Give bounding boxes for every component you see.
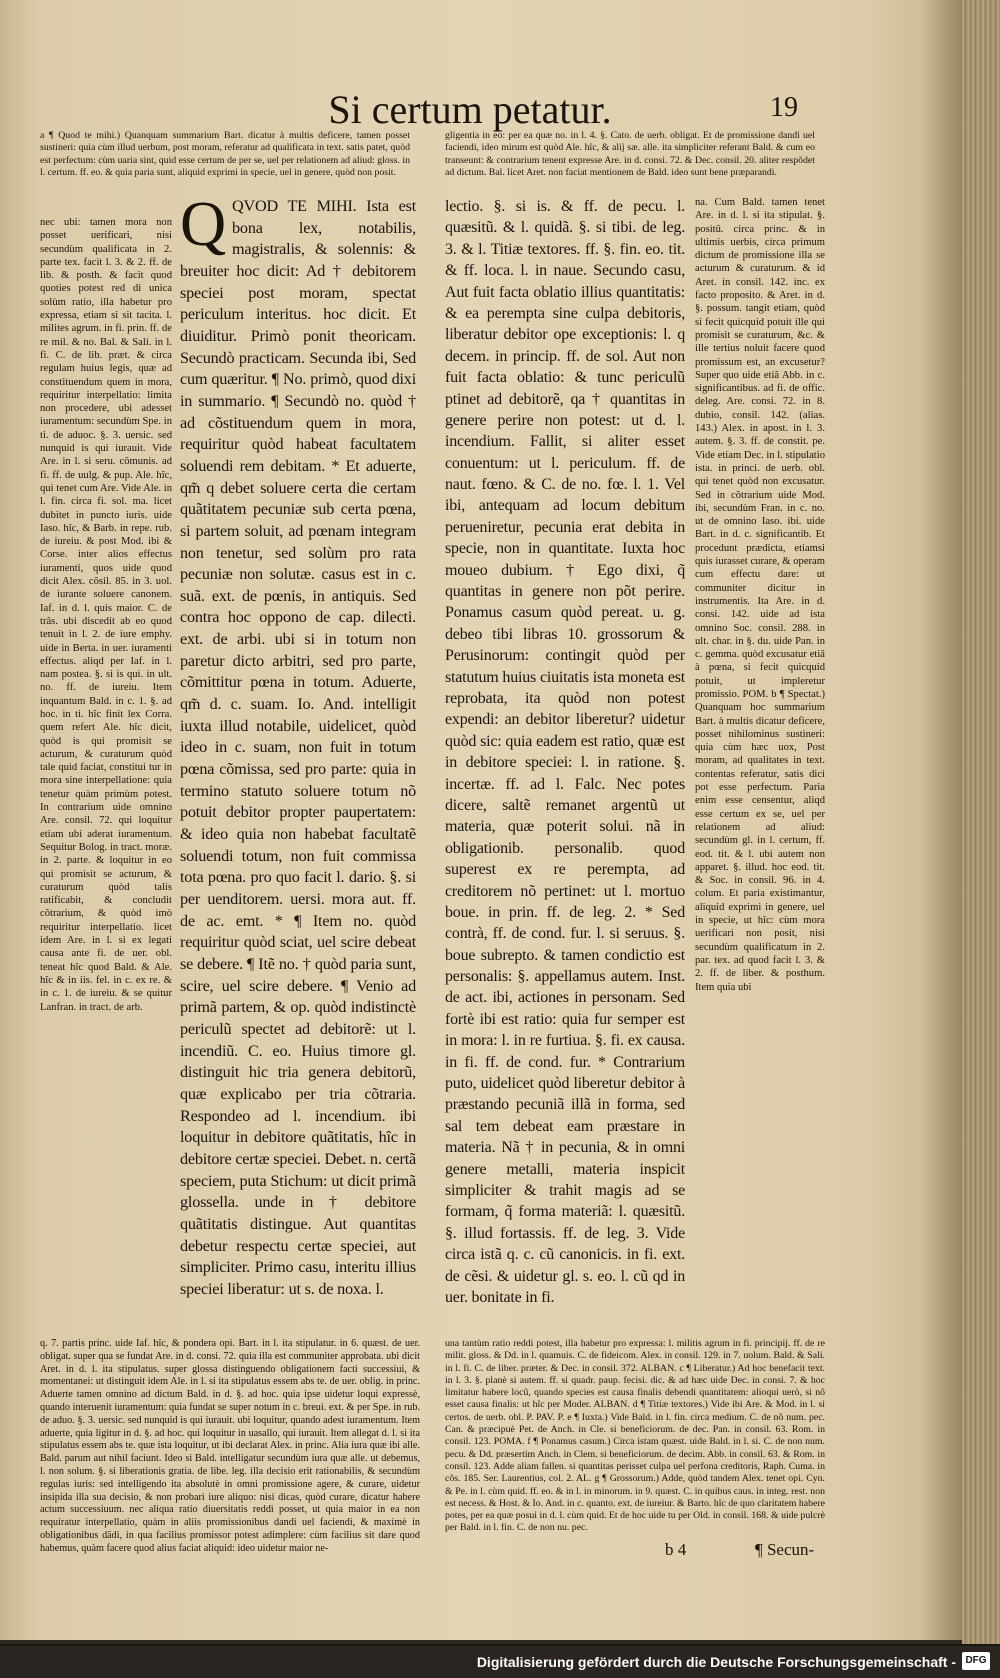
main-text-column-left [180,196,416,1300]
main-text-column-right: lectio. §. si is. & ff. de pecu. l. quæsitũ. & l. quidã. §. si tibi. de leg. 3. & l. Titiæ textores. ff. §. fin. eo. tit. & ff. loca. l. in naue. Secundo casu, Aut fuit facta oblatio illius quantitatis: & ea perempta sine culpa debitoris, liberatur debitor ope exceptionis: l. q decem. in princip. ff. de sol. Aut non fuit facta oblatio: & tunc periculũ ptinet ad debitorẽ, qa † quantitas in genere perire non potest: ut d. l. incendium. Fallit, si aliter esset conuentum: ut l. periculum. ff. de naut. fœno. & C. de no. fœ. l. 1. Vel ibi, antequam ad locum debitum perueniretur, pecunia erat debita in specie, non in quantitate. Iuxta hoc moueo dubium. † Ego dixi, q̃ quantitas in genere non põt perire. Ponamus casum quòd pereat. u. g. debeo tibi libras 10. grossorum & Perusinorum: contingit quòd per statutum huius ciuitatis ista moneta est reprobata, ita quòd non potest expendi: an debitor liberetur? uidetur quòd sic: quia eadem est ratio, quæ est in debitore speciei: l. in ratione. §. incertæ. ff. ad l. Falc. Nec potes dicere, saltẽ remanet argentũ ut materia, quæ poterit solui. nã in obligationib. personalib. quod superest ex re perempta, ad creditorem nõ pertinet: ut l. mortuo boue. in prin. ff. de leg. 2. * Sed contrà, ff. de cond. fur. l. si seruus. §. boue subrepto. & tamen condictio est personalis: §. appellamus autem. Inst. de act. ibi, actiones in personam. Sed fortè ibi est ratio: quia fur semper est in mora: l. in re furtiua. §. fi. ex causa. in fi. ff. de cond. fur. * Contrarium puto, uidelicet quòd liberetur debitor à præstando pecuniã illã in forma, sed sal tem debeat eam præstare in materia. Nã † in pecunia, & in omni genere metalli, materia inspicit simpliciter & trahit magis ad se formam, q̃ forma materiã: l. quæsitũ. §. illud fortassis. ff. de leg. 3. Vide circa istã q. c. cũ canonicis. in fi. ext. de cẽsi. & uidetur gl. s. eo. l. cũ qd in uer. bonitate in fi. [445,198,685,1306]
commentary-top-right: gligentia in eo: per ea quæ no. in l. 4. §. Cato. de uerb. obligat. Et de promissione dandi uel faciendi, ideo mirum est quòd Ale. hîc, & alij sæ. alle. ita simpliciter referant Bald. & cum eo transeunt: & contrarium tenent expresse Are. in d. consi. 72. & Dec. consil. 20. aliter respõdet ad dictum. Bal. licet Aret. non faciat mentionem de Bald. ideo sunt bene præparandi. [445,130,815,179]
folio-number: 19 [770,92,798,123]
signature-mark: b 4 [665,1540,687,1559]
page-edge-stack [962,0,1000,1644]
footnotes-right: una tantùm ratio reddi potest, illa habetur pro expressa: l. militis agrum in fi. principij. ff. de re milit. gloss. & Dd. in l. quamuis. C. de fideicom. Alex. in consil. 129. in 7. uolum. Bald. & Sali. in l. fi. C. de liber. præter. & Dec. in consil. 372. ALBAN. c ¶ Liberatur.) Ad hoc benefacit text. in l. 3. §. planè si autem. ff. si quadr. paup. fecisi. dic. & ad hæc uide Dec. in consi. 7. & hoc limitatur habere locũ, quando species est causa finalis debendi quantitatem: alioqui uerò, si nõ esset causa finalis: ut hîc per Moder. ALBAN. d ¶ Titiæ textores.) Vide ibi Are. & Mod. in l. si certos. de uerb. obl. P. PAV. P. e ¶ Iuxta.) Vide Bald. in l. fin. circa medium. C. de nõ num. pec. Can. & præcipuè Pet. de Anch. in Cle. si beneficiorum. de dec. Pan. in consil. 63. Rom. in consil. 123. POMA. f ¶ Ponamus casum.) Circa istam quæst. uide Bald. in l. si. C. de non num. pecu. & Dd. præsertim Anch. in Clem. si beneficiorum. de decim. Abb. in consil. 63. & Rom. in consil. 123. Adde aliam fallen. si quantitas perisset culpa uel perfona creditoris, Raph. Cuma. in cõs. 185. Ser. Laurentius, col. 2. AL. g ¶ Grossorum.) Adde, quòd tandem Alex. tenet opi. Cyn. & Pe. in l. cùm quid. ff. eo. & in l. in minorum. in 9. quæst. C. in quibus caus. in integ. rest. non est necess. & Host. & Io. And. in c. quanto. ext. de iureiur. & Barto. hîc de quo claritatem habere potes, per ea quæ posui in d. l. cùm quid. Et de hoc uide tu per Old. in consil. 168. & uide pulcrè per Bald. in l. fin. C. de non nu. pec. [445,1338,825,1534]
drop-cap-q: Q [180,196,227,259]
footnotes-left: q. 7. partis princ. uide Iaf. hîc, & pondera opi. Bart. in l. ita stipulatur. in 6. quæst. de uer. obligat. super qua se fundat Are. in d. consi. 72. quia illa est communiter approbata. ubi dicit Aret. in d. l. ita stipulatus. super glossa distinguendo obligationem facti successiui, & momentanei: ut distinguit idem Ale. in l. si ita stipulatus essem abs te. de uer. oblig. in princ. Aduerte tamen omnino ad dictum Bald. in d. §. ad hoc. quia ipse uidetur loqui expressè, quando interuenit iuramentum: quia fundat se super notum in c. breui. ext. & per Spe. in rub. de aduo. §. 3. uersic. sed nunquid is qui iurauit. ubi loquitur, quando adest iuramentum. Item aduerte, quia ligitur in d. §. ad hoc. qui loquitur in uasallo, qui iurauit. Item allegat d. l. si ita stipulatus essem abs te. quæ ista loquitur, ut ibi declarat Alex. in princ. Alia iura quæ ibi alle. Bald. parum aut nihil faciunt. Ideo si Bald. intelligatur secundùm iura quæ alle. ut debemus, l. non solum. §. si liberationis gratia. de libe. leg. illa decisio erit rationabilis, & secundùm regulas iuris: sed intelligendo ita absolutè in omni promissione agere, & curare, uidetur insipida illa sua decisio, & non probari iure aliquo: nisi dicas, quòd curare, dicatur habere actum successiuum. nec aliqua ratio diuersitatis reddi posset, ut quia maior in ea non requiratur interpellatio, quàm in aliis promissionibus dandi uel faciendi, & maximè in obligationibus dãdi, in qua facilius promissor potest adimplere: cùm facilius sit dare quod habemus, quàm facere quod alius faciat aliquid: ideo uidetur maior ne- [40,1338,420,1554]
main-text-left-body: QVOD TE MIHI. Ista est bona lex, notabilis, magistralis, & solennis: & breuiter hoc dicit: Ad † debitorem speciei post moram, spectat periculum interitus. hoc dicit. Et diuiditur. Primò ponit theoricam. Secundò practicam. Secunda ibi, Sed cum quæritur. ¶ No. primò, quod dixi in summario. ¶ Secundò no. quòd † ad cõstituendum quem in mora, requiritur quòd habeat facultatem soluendi rem debitam. * Et aduerte, qm̃ q debet soluere certa die certam quãtitatem pecuniæ sub certa pœna, si partem soluit, ad pœnam integram non tenetur, sed solùm pro rata pecuniæ non solutæ. casus est in c. suã. ext. de pœnis, in antiquis. Sed contra hoc oppono de cap. dilecti. ext. de arbi. ubi si in totum non paretur dicto arbitri, sed pro parte, cõmittitur pœna in totum. Aduerte, qm̃ d. c. suam. Io. And. intelligit iuxta illud notabile, uidelicet, quòd ideo in c. suam, non fuit in totum pœna cõmissa, sed pro parte: quia in termino statuto soluere totum nõ potuit debitor propter paupertatem: & ideo quia non habebat facultatẽ soluendi totum, non fuit commissa tota pœna. pro quo facit l. dario. §. si per uenditorem. uersi. mora aut. ff. de ac. emt. * ¶ Item no. quòd requiritur quòd sciat, uel scire debeat se debere. ¶ Itẽ no. † quòd paria sunt, scire, uel scire debere. ¶ Venio ad primã partem, & op. quòd indistinctè periculũ spectet ad debitorẽ: ut l. incendiũ. C. eo. Huius timore gl. distinguit hic tria genera debitorũ, quæ explicabo per tria cõtraria. Respondeo ad l. incendium. ibi loquitur in debitore quãtitatis, hîc in debitore certæ speciei. Debet. n. certã speciem, puta Stichum: ut dicit primã glossella. unde in † debitore quãtitatis distingue. Aut quantitas debetur respectu certæ speciei, aut simpliciter. Primo casu, interitu illius speciei liberatur: ut s. de noxa. l. [180,197,416,1298]
commentary-top-left: a ¶ Quod te mihi.) Quanquam summarium Bart. dicatur à multis deficere, tamen posset sustineri: quia cùm illud uerbum, post moram, referatur ad qualificata in text. satis patet, quòd est perfectum: cùm uaria sint, quid esse certum de per se, uel per relationem ad aliud: gloss. in l. certum. ff. eo. & quia paria sunt, aliquid exprimi in specie, uel in genere, quòd non posit. [40,130,410,179]
dfg-logo: DFG [962,1652,990,1670]
catchword: ¶ Secun- [755,1540,815,1559]
margin-note-left: nec ubi: tamen mora non posset uerificari, nisi secundùm qualificata in 2. parte tex. facit l. 3. & 2. ff. de lib. & posth. & facit quod quoties potest red di unica solùm ratio, illa habetur pro expressa, etiam si sit tacita. l. milites agrum. in fi. prin. ff. de re mil. & no. Bal. & Sali. in l. fi. C. de lib. præt. & circa regulam huius legis, quæ ad constituendum quem in mora, requiritur interpellatio: limita non procedere, ubi adesset iuramentum: secundùm Spe. in ti. de aduoc. §. 3. uersic. sed nunquid is qui iurauit. Vide Are. in l. si seru. cõmunis. ad fi. ff. de uulg. & pup. Ale. hîc, qui tenet cum Are. Vide Ale. in l. fin. circa fi. sol. ma. licet dubitet in puncto iuris. uide Iaso. hîc, & Barb. in repe. rub. de iureiu. & post Mod. ibi & Corse. inter alios effectus iuramenti, quos uide quod dicit Alex. cõsil. 85. in 3. uol. de iurante soluere canonem. Iaf. in d. l. quis maior. C. de trãs. ubi discedit ab eo quod tenuit in l. 2. de iure emphy. uide in Berta. in uer. iuramenti effectus. aliqd per Iaf. in l. nam postea. §. si is qui. in ult. no. ff. de iureiu. Item inquantum Bald. in c. 1. §. ad hoc. in ti. hîc finit lex Corra. quem refert Ale. hîc dicit, quòd is qui promisit se acturum, & curaturum quòd tale quid faciat, constitui tur in mora sine interpellatione: quia tenetur quàm primùm potest. In contrarium uide omnino Are. consil. 72. qui loquitur etiam ubi aderat iuramentum. Sequitur Bolog. in tract. moræ. in 2. parte. & loquitur in eo qui promisit se acturum, & curaturum quòd talis ratificabit, & concludit cõtrarium, & quòd imò requiritur interpellatio. licet idem Are. in l. si ex legati causa ante fi. de uer. obl. teneat hîc quod Bald. & Ale. hîc & in iis. fel. in c. ex re. & in c. 1. de iureiu. & se quitur Lanfran. in tract. de arb. [40,217,172,1013]
margin-note-right: na. Cum Bald. tamen tenet Are. in d. l. si ita stipulat. §. positũ. circa princ. & in ultimis uerbis, circa primum dictum de promissione illa se acturum & curaturum. & id Aret. in consil. 142. inc. ex facto proposito. & Aret. in d. §. possum. tangit etiam, quòd si fecit quicquid potuit ille qui promisit se curaturum, &c. & ille tertius noluit facere quod promissum est, an excusetur? Super quo uide etiã Abb. in c. significantibus. ad fi. de offic. deleg. Are. consi. 72. in 8. dubio, consil. 142. (alias. 143.) Alex. in apost. in l. 3. autem. §. 3. ff. de constit. pe. Vide etiam Dec. in l. stipulatio ista. in princi. de uerb. obl. qui tenet quòd non excusatur. Sed in cõtrarium uide Mod. ibi, secundùm Fran. in c. no. ut de omnino Iaso. ibi. uide Bart. in d. c. significantib. Et procedunt prædicta, etiamsi quis iurasset curare, & operam cum effectu dare: ut communiter dicitur in instrumentis. Ita Are. in d. consi. 142. uide ad ista omnino Soc. consil. 288. in ult. char. in §. du. uide Pan. in c. gemma. quòd excusatur etiã à pœna, si fecit quicquid potuit, ut impleretur promissio. POM. b ¶ Spectat.) Quanquam hoc summarium Bart. à multis dicatur deficere, posset nihilominus sustineri: quia cùm hæc uox, Post moram, ad qualitates in text. contentas referatur, satis dici pot esse perfectum. Paria enim esse censentur, aliqd esse certum ex se, uel per relationem ad aliud: secundùm gl. in l. certum, ff. eod. tit. & l. ubi autem non apparet. §. illud. hoc eod. tit. & Soc. in consil. 96. in 4. colum. Et paria existimantur, aliquid exprimi in genere, uel in specie, ut hîc: cùm mora uerificari non posit, nisi secundùm qualificatum in 2. par. tex. ad quod facit l. 3. & 2. ff. de liber. & posthum. Item quia ubi [695,197,825,993]
running-title: Si certum petatur. [328,87,612,132]
digitization-notice: Digitalisierung gefördert durch die Deutsche Forschungsgemeinschaft - [476,1654,956,1670]
